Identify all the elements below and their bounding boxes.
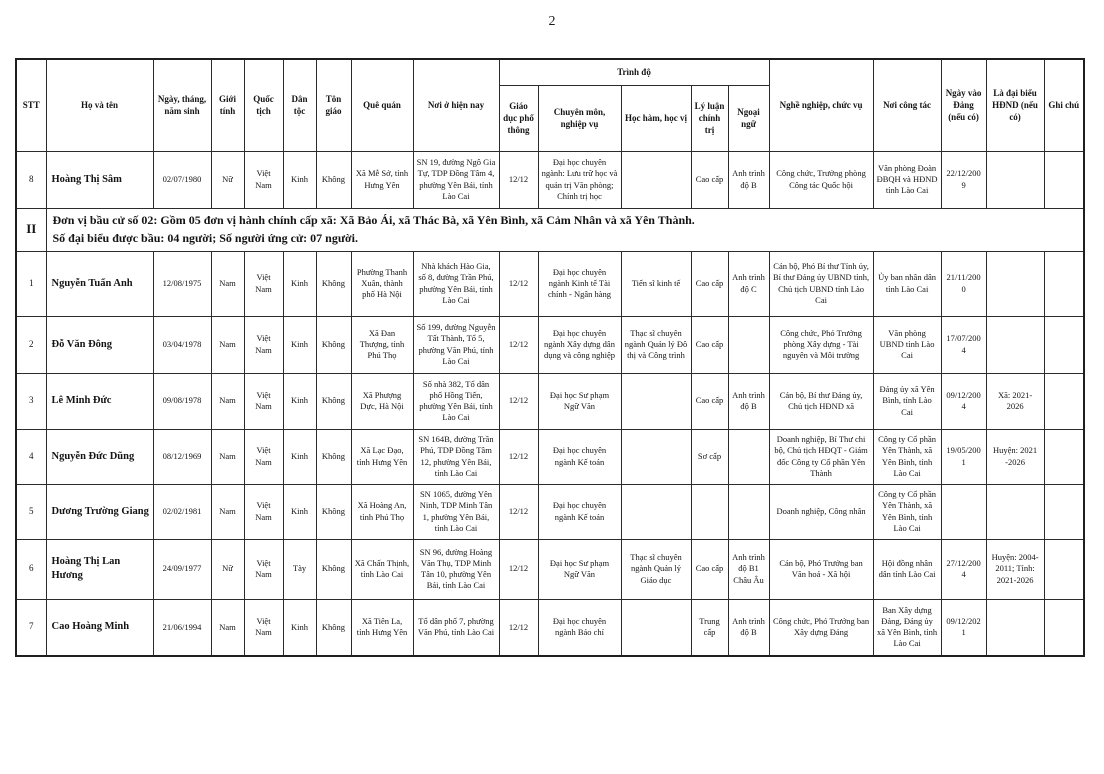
cell-edu: 12/12: [499, 151, 538, 208]
table-row: [16, 484, 1084, 539]
cell-dob: 02/02/1981: [153, 484, 211, 539]
cell-dob: 21/06/1994: [153, 599, 211, 656]
cell-workplace: Văn phòng UBND tỉnh Lào Cai: [873, 316, 941, 373]
cell-edu: 12/12: [499, 373, 538, 429]
cell-professional: Đại học chuyên ngành Báo chí: [538, 599, 621, 656]
cell-party_date: [941, 484, 986, 539]
table-row: [16, 316, 1084, 373]
cell-gender: Nam: [211, 251, 244, 316]
column-header-gender: Giới tính: [211, 59, 244, 151]
cell-degree: Tiến sĩ kinh tế: [621, 251, 691, 316]
column-header-party-date: Ngày vào Đảng (nếu có): [941, 59, 986, 151]
cell-degree: [621, 151, 691, 208]
cell-edu: 12/12: [499, 251, 538, 316]
cell-residence: Số 199, đường Nguyễn Tất Thành, Tổ 5, phường Văn Phú, tỉnh Lào Cai: [413, 316, 499, 373]
cell-stt: 3: [16, 373, 46, 429]
cell-ethnicity: Tày: [283, 539, 316, 599]
cell-gender: Nam: [211, 316, 244, 373]
table-header: [16, 59, 1084, 151]
cell-stt: 7: [16, 599, 46, 656]
column-header-residence: Nơi ở hiện nay: [413, 59, 499, 151]
cell-religion: Không: [316, 373, 351, 429]
cell-workplace: Văn phòng Đoàn ĐBQH và HĐND tỉnh Lào Cai: [873, 151, 941, 208]
cell-workplace: Công ty Cổ phần Yên Thành, xã Yên Bình, tỉnh Lào Cai: [873, 429, 941, 484]
cell-dob: 02/07/1980: [153, 151, 211, 208]
cell-nationality: Việt Nam: [244, 599, 283, 656]
cell-professional: Đại học chuyên ngành: Lưu trữ học và quản trị Văn phòng; Chính trị học: [538, 151, 621, 208]
cell-religion: Không: [316, 539, 351, 599]
cell-edu: 12/12: [499, 429, 538, 484]
cell-politics: Cao cấp: [691, 316, 728, 373]
cell-degree: [621, 599, 691, 656]
page-number: 2: [548, 14, 556, 29]
column-group-trinh-do: Trình độ: [499, 59, 769, 85]
column-header-edu: Giáo dục phổ thông: [499, 85, 538, 151]
cell-dob: 12/08/1975: [153, 251, 211, 316]
cell-ethnicity: Kinh: [283, 484, 316, 539]
cell-workplace: Ủy ban nhân dân tỉnh Lào Cai: [873, 251, 941, 316]
cell-hdnd: Huyện: 2021 -2026: [986, 429, 1044, 484]
table-row: [16, 251, 1084, 316]
cell-edu: 12/12: [499, 599, 538, 656]
cell-dob: 03/04/1978: [153, 316, 211, 373]
cell-hdnd: [986, 151, 1044, 208]
cell-ethnicity: Kinh: [283, 151, 316, 208]
cell-politics: Trung cấp: [691, 599, 728, 656]
cell-hometown: Xã Hoàng An, tỉnh Phú Thọ: [351, 484, 413, 539]
cell-religion: Không: [316, 151, 351, 208]
cell-nationality: Việt Nam: [244, 539, 283, 599]
cell-note: [1044, 316, 1084, 373]
cell-note: [1044, 151, 1084, 208]
cell-nationality: Việt Nam: [244, 251, 283, 316]
cell-residence: SN 19, đường Ngô Gia Tự, TDP Đồng Tâm 4, phường Yên Bái, tỉnh Lào Cai: [413, 151, 499, 208]
cell-name: Nguyễn Tuấn Anh: [46, 251, 153, 316]
cell-dob: 08/12/1969: [153, 429, 211, 484]
cell-dob: 24/09/1977: [153, 539, 211, 599]
cell-note: [1044, 429, 1084, 484]
section-line2: Số đại biểu được bầu: 04 người; Số người ứng cử: 07 người.: [52, 230, 359, 245]
cell-residence: SN 164B, đường Trần Phú, TDP Đồng Tâm 12, phường Yên Bái, tỉnh Lào Cai: [413, 429, 499, 484]
cell-hdnd: [986, 316, 1044, 373]
table-row: [16, 429, 1084, 484]
cell-ethnicity: Kinh: [283, 251, 316, 316]
cell-party_date: 22/12/2009: [941, 151, 986, 208]
table-row: [16, 151, 1084, 208]
cell-residence: Nhà khách Hào Gia, số 8, đường Trần Phú, phường Yên Bái, tỉnh Lào Cai: [413, 251, 499, 316]
cell-dob: 09/08/1978: [153, 373, 211, 429]
column-header-degree: Học hàm, học vị: [621, 85, 691, 151]
cell-hdnd: Huyện: 2004-2011; Tỉnh: 2021-2026: [986, 539, 1044, 599]
cell-gender: Nam: [211, 599, 244, 656]
cell-degree: Thạc sĩ chuyên ngành Quản lý Giáo dục: [621, 539, 691, 599]
column-header-ethnicity: Dân tộc: [283, 59, 316, 151]
cell-occupation: Cán bộ, Bí thư Đảng ủy, Chủ tịch HĐND xã: [769, 373, 873, 429]
cell-religion: Không: [316, 316, 351, 373]
column-header-hometown: Quê quán: [351, 59, 413, 151]
cell-hometown: Xã Lạc Đạo, tỉnh Hưng Yên: [351, 429, 413, 484]
cell-party_date: 27/12/2004: [941, 539, 986, 599]
section-description: [46, 208, 1084, 251]
cell-hometown: Xã Phượng Dực, Hà Nội: [351, 373, 413, 429]
cell-professional: Đại học chuyên ngành Kinh tế Tài chính - Ngân hàng: [538, 251, 621, 316]
cell-note: [1044, 599, 1084, 656]
cell-nationality: Việt Nam: [244, 429, 283, 484]
cell-workplace: Công ty Cổ phần Yên Thành, xã Yên Bình, tỉnh Lào Cai: [873, 484, 941, 539]
column-header-language: Ngoại ngữ: [728, 85, 769, 151]
column-header-politics: Lý luận chính trị: [691, 85, 728, 151]
cell-workplace: Hội đồng nhân dân tỉnh Lào Cai: [873, 539, 941, 599]
cell-note: [1044, 373, 1084, 429]
table-body: [16, 151, 1084, 656]
cell-nationality: Việt Nam: [244, 316, 283, 373]
cell-language: Anh trình độ B: [728, 151, 769, 208]
cell-degree: [621, 484, 691, 539]
cell-party_date: 17/07/2004: [941, 316, 986, 373]
cell-party_date: 09/12/2004: [941, 373, 986, 429]
column-header-hdnd: Là đại biểu HĐND (nếu có): [986, 59, 1044, 151]
cell-politics: Cao cấp: [691, 151, 728, 208]
cell-ethnicity: Kinh: [283, 373, 316, 429]
cell-nationality: Việt Nam: [244, 373, 283, 429]
table-row: [16, 373, 1084, 429]
cell-ethnicity: Kinh: [283, 316, 316, 373]
cell-note: [1044, 484, 1084, 539]
table-row: [16, 539, 1084, 599]
cell-politics: Cao cấp: [691, 251, 728, 316]
cell-degree: [621, 429, 691, 484]
cell-religion: Không: [316, 484, 351, 539]
column-header-name: Họ và tên: [46, 59, 153, 151]
cell-gender: Nữ: [211, 539, 244, 599]
cell-gender: Nam: [211, 429, 244, 484]
cell-hdnd: [986, 484, 1044, 539]
cell-occupation: Công chức, Trưởng phòng Công tác Quốc hội: [769, 151, 873, 208]
cell-gender: Nam: [211, 373, 244, 429]
column-header-dob: Ngày, tháng, năm sinh: [153, 59, 211, 151]
cell-workplace: Ban Xây dựng Đảng, Đảng ủy xã Yên Bình, tỉnh Lào Cai: [873, 599, 941, 656]
cell-name: Đỗ Văn Đông: [46, 316, 153, 373]
column-header-workplace: Nơi công tác: [873, 59, 941, 151]
column-header-occupation: Nghề nghiệp, chức vụ: [769, 59, 873, 151]
cell-name: Dương Trường Giang: [46, 484, 153, 539]
section-line1: Đơn vị bầu cử số 02: Gồm 05 đơn vị hành chính cấp xã: Xã Bảo Ái, xã Thác Bà, xã Yên Bình, xã Cảm Nhân và xã Yên Thành.: [52, 213, 695, 228]
cell-hometown: Xã Tiên La, tỉnh Hưng Yên: [351, 599, 413, 656]
cell-residence: SN 1065, đường Yên Ninh, TDP Minh Tân 1, phường Yên Bái, tỉnh Lào Cai: [413, 484, 499, 539]
cell-religion: Không: [316, 251, 351, 316]
cell-language: [728, 316, 769, 373]
cell-language: Anh trình độ B: [728, 373, 769, 429]
cell-residence: SN 96, đường Hoàng Văn Thụ, TDP Minh Tân 10, phường Yên Bái, tỉnh Lào Cai: [413, 539, 499, 599]
cell-religion: Không: [316, 429, 351, 484]
cell-nationality: Việt Nam: [244, 484, 283, 539]
cell-occupation: Cán bộ, Phó Bí thư Tỉnh ủy, Bí thư Đảng ủy UBND tỉnh, Chủ tịch UBND tỉnh Lào Cai: [769, 251, 873, 316]
cell-politics: Cao cấp: [691, 539, 728, 599]
candidate-table: [15, 58, 1085, 657]
cell-name: Cao Hoàng Minh: [46, 599, 153, 656]
cell-occupation: Công chức, Phó Trưởng ban Xây dựng Đảng: [769, 599, 873, 656]
cell-party_date: 21/11/2000: [941, 251, 986, 316]
cell-stt: 1: [16, 251, 46, 316]
cell-politics: Sơ cấp: [691, 429, 728, 484]
cell-professional: Đại học chuyên ngành Kế toán: [538, 429, 621, 484]
cell-professional: Đại học chuyên ngành Kế toán: [538, 484, 621, 539]
cell-stt: 8: [16, 151, 46, 208]
cell-name: Nguyễn Đức Dũng: [46, 429, 153, 484]
cell-name: Hoàng Thị Sâm: [46, 151, 153, 208]
table-row: [16, 599, 1084, 656]
cell-nationality: Việt Nam: [244, 151, 283, 208]
cell-religion: Không: [316, 599, 351, 656]
cell-occupation: Doanh nghiệp, Công nhân: [769, 484, 873, 539]
column-header-stt: STT: [16, 59, 46, 151]
cell-party_date: 19/05/2001: [941, 429, 986, 484]
cell-degree: [621, 373, 691, 429]
cell-language: Anh trình độ B: [728, 599, 769, 656]
cell-hdnd: [986, 251, 1044, 316]
section-header-row: [16, 208, 1084, 251]
cell-hometown: Xã Chấn Thịnh, tỉnh Lào Cai: [351, 539, 413, 599]
cell-hometown: Xã Mễ Sở, tỉnh Hưng Yên: [351, 151, 413, 208]
column-header-professional: Chuyên môn, nghiệp vụ: [538, 85, 621, 151]
cell-politics: [691, 484, 728, 539]
header-row-group: [16, 59, 1084, 85]
cell-note: [1044, 251, 1084, 316]
cell-language: Anh trình độ B1 Châu Âu: [728, 539, 769, 599]
cell-residence: Tổ dân phố 7, phường Văn Phú, tỉnh Lào Cai: [413, 599, 499, 656]
cell-professional: Đại học Sư phạm Ngữ Văn: [538, 539, 621, 599]
column-header-religion: Tôn giáo: [316, 59, 351, 151]
cell-language: [728, 484, 769, 539]
cell-stt: 4: [16, 429, 46, 484]
cell-professional: Đại học Sư phạm Ngữ Văn: [538, 373, 621, 429]
cell-name: Lê Minh Đức: [46, 373, 153, 429]
cell-occupation: Doanh nghiệp, Bí Thư chi bộ, Chủ tịch HĐQT - Giám đốc Công ty Cổ phần Yên Thành: [769, 429, 873, 484]
section-roman-numeral: II: [16, 208, 46, 251]
cell-professional: Đại học chuyên ngành Xây dựng dân dụng và công nghiệp: [538, 316, 621, 373]
cell-politics: Cao cấp: [691, 373, 728, 429]
cell-hometown: Xã Đan Thượng, tỉnh Phú Thọ: [351, 316, 413, 373]
cell-occupation: Công chức, Phó Trưởng phòng Xây dựng - Tài nguyên và Môi trường: [769, 316, 873, 373]
cell-occupation: Cán bộ, Phó Trưởng ban Văn hoá - Xã hội: [769, 539, 873, 599]
cell-hdnd: Xã: 2021-2026: [986, 373, 1044, 429]
cell-hdnd: [986, 599, 1044, 656]
cell-workplace: Đảng ủy xã Yên Bình, tỉnh Lào Cai: [873, 373, 941, 429]
cell-residence: Số nhà 382, Tổ dân phố Hồng Tiến, phường Yên Bái, tỉnh Lào Cai: [413, 373, 499, 429]
cell-edu: 12/12: [499, 484, 538, 539]
cell-edu: 12/12: [499, 539, 538, 599]
column-header-note: Ghi chú: [1044, 59, 1084, 151]
cell-party_date: 09/12/2021: [941, 599, 986, 656]
cell-name: Hoàng Thị Lan Hương: [46, 539, 153, 599]
cell-degree: Thạc sĩ chuyên ngành Quản lý Đô thị và Công trình: [621, 316, 691, 373]
cell-language: [728, 429, 769, 484]
cell-edu: 12/12: [499, 316, 538, 373]
cell-stt: 5: [16, 484, 46, 539]
cell-gender: Nam: [211, 484, 244, 539]
cell-hometown: Phường Thanh Xuân, thành phố Hà Nội: [351, 251, 413, 316]
cell-ethnicity: Kinh: [283, 599, 316, 656]
cell-note: [1044, 539, 1084, 599]
cell-ethnicity: Kinh: [283, 429, 316, 484]
column-header-nationality: Quốc tịch: [244, 59, 283, 151]
cell-stt: 2: [16, 316, 46, 373]
cell-stt: 6: [16, 539, 46, 599]
cell-gender: Nữ: [211, 151, 244, 208]
cell-language: Anh trình độ C: [728, 251, 769, 316]
